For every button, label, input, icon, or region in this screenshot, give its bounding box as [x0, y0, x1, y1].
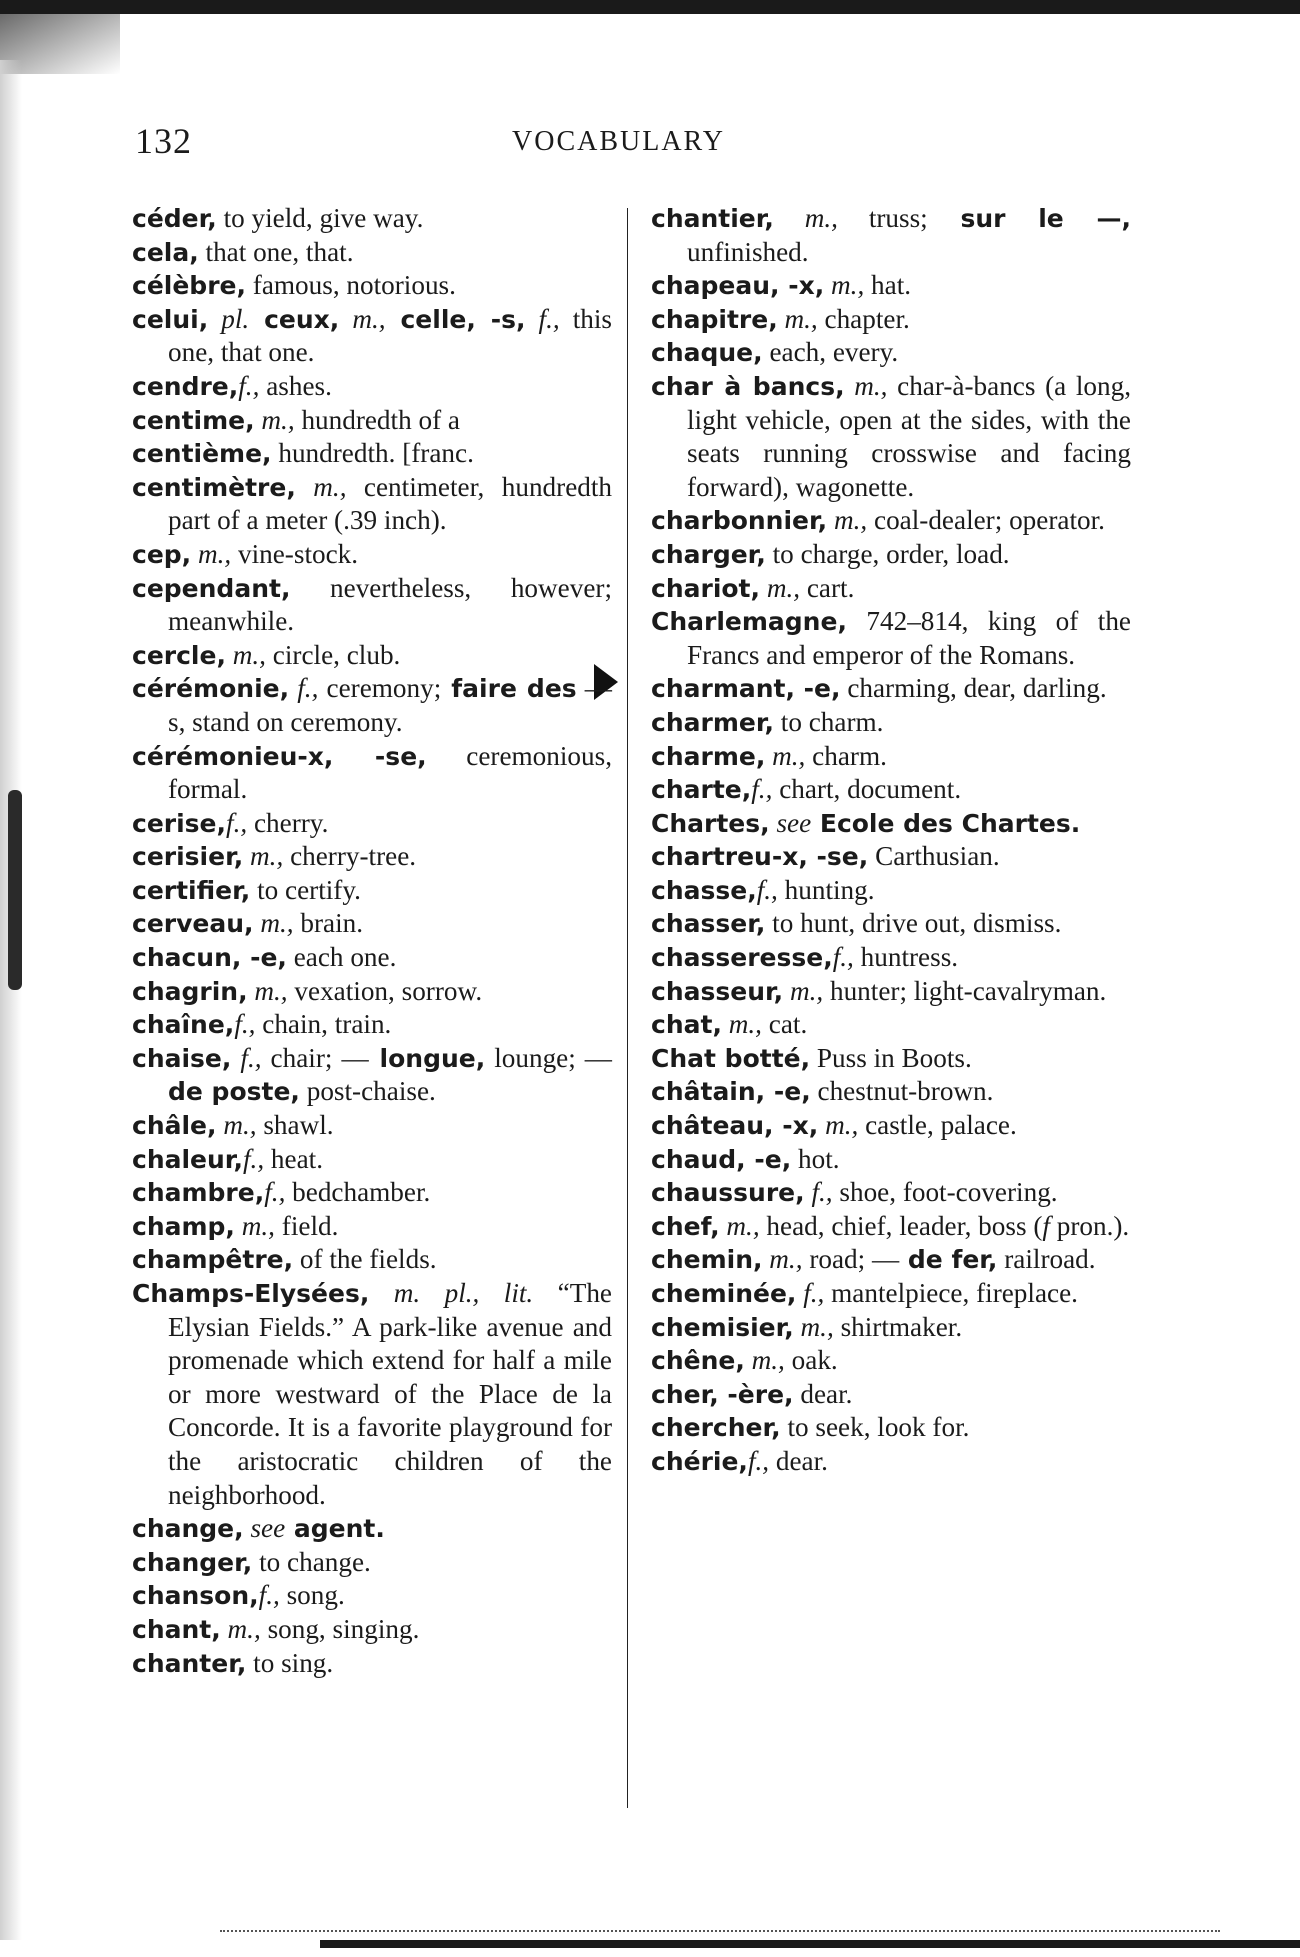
entry-headword: chanson,	[132, 1581, 259, 1611]
entry-headword: céder,	[132, 204, 217, 233]
dictionary-entry	[651, 773, 1131, 807]
entry-grammar: f.,	[238, 370, 260, 401]
entry-grammar: m.,	[191, 538, 232, 569]
dictionary-entry	[651, 269, 1131, 303]
dictionary-entry	[651, 907, 1131, 941]
dictionary-entry	[651, 370, 1131, 504]
entry-grammar: m.,	[827, 505, 868, 536]
dictionary-entry	[651, 202, 1131, 269]
entry-headword: chant,	[132, 1614, 221, 1644]
entry-headword: cendre,	[132, 371, 239, 401]
entry-grammar: m.,	[773, 203, 838, 233]
entry-definition: shawl.	[256, 1110, 334, 1141]
dictionary-entry	[651, 1008, 1131, 1042]
entry-headword: celui,	[132, 304, 209, 334]
entry-definition: lounge; —	[485, 1042, 612, 1073]
entry-definition: chair; —	[261, 1042, 369, 1073]
entry-definition: Carthusian.	[868, 841, 1000, 872]
dictionary-entry	[651, 1411, 1131, 1445]
entry-definition: cherry-tree.	[283, 841, 417, 872]
dictionary-entry	[132, 807, 612, 841]
entry-headword: certifier,	[132, 875, 251, 905]
entry-grammar: m.,	[793, 1311, 834, 1342]
entry-grammar: m.,	[247, 975, 288, 1006]
dictionary-entry	[132, 907, 612, 941]
entry-grammar: m.,	[760, 572, 801, 603]
entry-definition: hundredth of a	[294, 404, 460, 435]
entry-headword: Charlemagne,	[651, 607, 847, 637]
entry-grammar: f.,	[747, 1445, 770, 1476]
entry-headword: chasser,	[651, 909, 766, 939]
entry-phrase: agent.	[285, 1514, 385, 1544]
dictionary-entry	[651, 1042, 1131, 1076]
entry-headword: célèbre,	[132, 271, 246, 301]
dictionary-entry	[651, 572, 1131, 606]
entry-headword: ceux,	[249, 304, 340, 334]
entry-definition: to yield, give way.	[216, 203, 424, 233]
entry-definition: song.	[279, 1580, 345, 1611]
entry-definition: charming, dear, darling.	[840, 673, 1107, 704]
entry-definition: to certify.	[250, 874, 361, 905]
entry-headword: cérémonie,	[132, 674, 290, 704]
entry-grammar: f	[1042, 1210, 1050, 1241]
dictionary-entry	[132, 1008, 612, 1042]
entry-headword: Chat botté,	[651, 1043, 811, 1073]
dictionary-entry	[132, 740, 612, 807]
entry-definition: circle, club.	[265, 639, 401, 670]
dictionary-entry	[651, 1210, 1131, 1244]
entry-definition: famous, notorious.	[245, 270, 456, 301]
entry-headword: chaussure,	[651, 1178, 805, 1208]
entry-headword: changer,	[132, 1547, 253, 1577]
entry-grammar: m.,	[844, 370, 888, 401]
entry-grammar: m.,	[216, 1110, 257, 1141]
entry-phrase: longue,	[368, 1043, 486, 1073]
entry-definition: chestnut-brown.	[810, 1076, 994, 1107]
entry-headword: chasseur,	[651, 976, 784, 1006]
entry-headword: cher, -ère,	[651, 1379, 794, 1409]
dictionary-entry	[132, 1042, 612, 1109]
entry-headword: chemin,	[651, 1245, 763, 1275]
entry-grammar: m.,	[765, 740, 806, 771]
entry-headword: châtain, -e,	[651, 1077, 811, 1107]
scan-left-edge	[0, 60, 22, 1940]
entry-definition: cat.	[761, 1009, 808, 1040]
dictionary-entry	[132, 639, 612, 673]
entry-headword: centime,	[132, 405, 255, 435]
entry-grammar: m.,	[824, 270, 865, 301]
entry-phrase: de poste,	[168, 1077, 300, 1107]
entry-grammar: m.,	[254, 404, 295, 435]
entry-grammar: m.,	[777, 303, 818, 334]
dictionary-entry	[132, 236, 612, 270]
entry-definition: mantelpiece, fireplace.	[824, 1278, 1078, 1308]
entry-grammar: m.,	[234, 1210, 275, 1241]
dictionary-entry	[651, 303, 1131, 337]
dictionary-entry	[132, 303, 612, 370]
dictionary-entry	[651, 504, 1131, 538]
entry-definition: post-chaise.	[299, 1076, 436, 1107]
entry-grammar: f.,	[231, 1042, 262, 1073]
dictionary-entry	[651, 1277, 1131, 1311]
entry-headword: chérie,	[651, 1446, 748, 1476]
entry-definition: this one, that one.	[168, 303, 612, 368]
entry-grammar: m.,	[295, 471, 347, 502]
dictionary-entry	[651, 605, 1131, 672]
entry-definition: shoe, foot-covering.	[832, 1177, 1058, 1208]
dictionary-entry	[132, 471, 612, 538]
entry-headword: champ,	[132, 1211, 235, 1241]
entry-grammar: m.,	[719, 1210, 760, 1241]
dictionary-entry	[132, 1243, 612, 1277]
entry-headword: chaleur,	[132, 1144, 243, 1174]
entry-headword: cerisier,	[132, 842, 244, 872]
dictionary-entry	[132, 1210, 612, 1244]
entry-grammar: m.,	[721, 1009, 762, 1040]
entry-headword: charte,	[651, 775, 752, 805]
entry-definition: pron.).	[1049, 1210, 1130, 1241]
dictionary-entry	[651, 706, 1131, 740]
entry-grammar: f.,	[264, 1177, 286, 1208]
entry-headword: chariot,	[651, 573, 761, 603]
entry-grammar: m.,	[225, 639, 266, 670]
entry-definition: dear.	[793, 1378, 853, 1409]
dictionary-entry	[651, 1109, 1131, 1143]
entry-definition: —s, stand on ceremony.	[168, 673, 612, 737]
entry-definition: ashes.	[259, 370, 332, 401]
dictionary-entry	[651, 1445, 1131, 1479]
entry-grammar: f.,	[796, 1278, 825, 1308]
dictionary-entry	[651, 1344, 1131, 1378]
scan-ink-blot	[8, 790, 22, 990]
scan-bottom-dots	[220, 1930, 1220, 1932]
dictionary-entry	[132, 1613, 612, 1647]
dictionary-entry	[132, 370, 612, 404]
entry-headword: cependant,	[132, 573, 291, 603]
entry-grammar: f.,	[832, 942, 854, 973]
entry-phrase: faire des	[441, 674, 577, 704]
dictionary-entry	[132, 404, 612, 438]
entry-grammar: m.,	[744, 1345, 785, 1376]
entry-headword: centimètre,	[132, 472, 296, 502]
entry-headword: chasse,	[651, 875, 757, 905]
entry-headword: chambre,	[132, 1178, 265, 1208]
entry-headword: chef,	[651, 1211, 720, 1241]
entry-grammar: f.,	[226, 807, 248, 838]
entry-definition: nevertheless, however; meanwhile.	[168, 572, 612, 637]
dictionary-entry	[132, 1109, 612, 1143]
entry-definition: each, every.	[762, 337, 899, 368]
entry-definition: coal-dealer; operator.	[867, 505, 1105, 536]
entry-definition: each one.	[286, 942, 397, 973]
page-header: VOCABULARY	[512, 126, 725, 157]
entry-grammar: f.,	[242, 1143, 265, 1174]
entry-headword: cerise,	[132, 808, 227, 838]
entry-definition: vine-stock.	[231, 538, 359, 569]
entry-headword: chaque,	[651, 338, 763, 368]
dictionary-entry	[651, 1176, 1131, 1210]
entry-headword: centième,	[132, 439, 272, 469]
entry-definition: ceremony;	[318, 673, 442, 704]
entry-definition: to sing.	[246, 1647, 334, 1678]
entry-grammar: m.,	[243, 841, 284, 872]
entry-definition: vexation, sorrow.	[287, 975, 483, 1006]
entry-grammar: m.,	[762, 1244, 803, 1275]
dictionary-entry	[132, 1176, 612, 1210]
entry-headword: chaîne,	[132, 1010, 235, 1040]
entry-headword: chat,	[651, 1010, 722, 1040]
entry-grammar: f.,	[234, 1009, 256, 1040]
dictionary-entry	[132, 202, 612, 236]
entry-definition: hunting.	[777, 874, 875, 905]
entry-definition: shirtmaker.	[833, 1311, 963, 1342]
entry-headword: chagrin,	[132, 976, 248, 1006]
entry-definition: railroad.	[997, 1244, 1096, 1275]
dictionary-entry	[651, 1075, 1131, 1109]
entry-headword: Chartes,	[651, 808, 770, 838]
dictionary-entry	[132, 1277, 612, 1512]
entry-headword: chaise,	[132, 1043, 232, 1073]
left-column	[132, 202, 612, 1680]
entry-definition: brain.	[293, 908, 364, 939]
entry-definition: hundredth. [franc.	[271, 438, 474, 469]
entry-grammar: m.,	[253, 908, 294, 939]
entry-definition: huntress.	[853, 942, 959, 973]
dictionary-entry	[651, 1143, 1131, 1177]
entry-headword: chemisier,	[651, 1312, 794, 1342]
dictionary-entry	[651, 336, 1131, 370]
entry-headword: champêtre,	[132, 1245, 294, 1275]
entry-grammar: f.,	[756, 874, 778, 905]
entry-definition: of the fields.	[293, 1244, 437, 1275]
entry-definition: field.	[274, 1210, 339, 1241]
entry-definition: to charge, order, load.	[765, 538, 1010, 569]
entry-definition: cart.	[800, 572, 855, 603]
scan-bottom-border	[320, 1940, 1300, 1948]
entry-headword: charmer,	[651, 707, 774, 737]
page-number: 132	[135, 121, 192, 161]
entry-headword: chacun, -e,	[132, 943, 287, 973]
dictionary-entry	[132, 672, 612, 739]
entry-phrase: sur le —,	[927, 204, 1131, 233]
entry-grammar: m.,	[783, 975, 824, 1006]
dictionary-entry	[132, 1579, 612, 1613]
entry-headword: cercle,	[132, 640, 226, 670]
entry-definition: hat.	[864, 270, 912, 301]
entry-definition: to charm.	[773, 706, 884, 737]
entry-grammar: see	[243, 1513, 286, 1544]
entry-definition: ceremonious, formal.	[168, 740, 612, 805]
entry-definition: song, singing.	[260, 1613, 420, 1644]
entry-headword: celle, -s,	[385, 304, 526, 334]
dictionary-entry	[132, 1546, 612, 1580]
entry-definition: charm.	[805, 740, 887, 771]
dictionary-entry	[651, 807, 1131, 841]
dictionary-entry	[132, 840, 612, 874]
entry-definition: centimeter, hundredth part of a meter (.39 inch).	[168, 471, 613, 536]
entry-definition: hot.	[791, 1143, 840, 1174]
right-column	[651, 202, 1131, 1479]
dictionary-entry	[651, 1311, 1131, 1345]
dictionary-entry	[651, 1243, 1131, 1277]
entry-definition: head, chief, leader, boss (	[759, 1210, 1043, 1241]
dictionary-entry	[132, 975, 612, 1009]
entry-definition: chart, document.	[772, 774, 962, 805]
entry-definition: to seek, look for.	[780, 1412, 970, 1443]
entry-headword: chaud, -e,	[651, 1144, 792, 1174]
scan-top-border	[0, 0, 1300, 14]
entry-definition: unfinished.	[687, 236, 809, 267]
dictionary-entry	[132, 269, 612, 303]
entry-headword: cela,	[132, 237, 199, 267]
dictionary-entry	[132, 1647, 612, 1681]
entry-headword: char à bancs,	[651, 371, 845, 401]
entry-headword: chartreu-x, -se,	[651, 842, 869, 872]
dictionary-entry	[651, 874, 1131, 908]
entry-headword: chêne,	[651, 1346, 745, 1376]
dictionary-entry	[132, 538, 612, 572]
entry-headword: chantier,	[651, 204, 774, 233]
entry-headword: cheminée,	[651, 1279, 797, 1308]
entry-definition: to change.	[252, 1546, 371, 1577]
entry-grammar: f.,	[258, 1580, 280, 1611]
dictionary-entry	[651, 1378, 1131, 1412]
entry-headword: château, -x,	[651, 1111, 819, 1141]
entry-definition: cherry.	[247, 807, 329, 838]
dictionary-entry	[651, 672, 1131, 706]
entry-grammar: f.,	[289, 673, 319, 704]
entry-grammar: pl.	[208, 303, 250, 334]
entry-grammar: m.,	[220, 1613, 261, 1644]
entry-definition: “The Elysian Fields.” A park-like avenue and promenade which extend for half a mile or more westward of the Place de la Concorde. It is a favorite playground for the aristocratic children of the neighborhood.	[168, 1278, 612, 1510]
entry-definition: truss;	[837, 203, 928, 233]
entry-grammar: f.,	[751, 774, 773, 805]
dictionary-entry	[651, 975, 1131, 1009]
dictionary-entry	[132, 874, 612, 908]
dictionary-entry	[132, 572, 612, 639]
entry-headword: charme,	[651, 741, 766, 771]
entry-grammar: m.,	[818, 1110, 859, 1141]
dictionary-entry	[651, 740, 1131, 774]
entry-headword: charmant, -e,	[651, 674, 841, 704]
entry-definition: chapter.	[817, 303, 910, 334]
entry-headword: châle,	[132, 1111, 217, 1141]
entry-headword: cérémonieu-x, -se,	[132, 741, 427, 771]
dictionary-entry	[651, 538, 1131, 572]
entry-definition: dear.	[769, 1445, 828, 1476]
entry-headword: charger,	[651, 539, 766, 569]
entry-definition: that one, that.	[198, 236, 354, 267]
entry-headword: charbonnier,	[651, 506, 828, 536]
entry-grammar: f.,	[525, 303, 560, 334]
entry-definition: oak.	[784, 1345, 838, 1376]
dictionary-entry	[132, 1512, 612, 1546]
entry-definition: Puss in Boots.	[810, 1042, 972, 1073]
dictionary-entry	[651, 840, 1131, 874]
entry-headword: change,	[132, 1514, 244, 1544]
entry-headword: chasseresse,	[651, 943, 833, 973]
entry-definition: 742–814, king of the Francs and emperor of the Romans.	[687, 606, 1131, 670]
dictionary-entry	[651, 941, 1131, 975]
entry-definition: char-à-bancs (a long, light vehicle, open at the sides, with the seats running crosswise and facing forward), wagonette.	[687, 370, 1131, 502]
entry-headword: chapitre,	[651, 304, 778, 334]
entry-headword: chapeau, -x,	[651, 271, 825, 301]
entry-definition: to hunt, drive out, dismiss.	[765, 908, 1062, 939]
entry-headword: Champs-Elysées,	[132, 1279, 370, 1308]
entry-headword: chercher,	[651, 1413, 781, 1443]
entry-headword: cerveau,	[132, 909, 254, 939]
entry-definition: bedchamber.	[285, 1177, 431, 1208]
dictionary-entry	[132, 437, 612, 471]
entry-definition: road; —	[802, 1244, 900, 1275]
dictionary-entry	[132, 941, 612, 975]
entry-grammar: m. pl., lit.	[369, 1278, 534, 1308]
entry-phrase: Ecole des Chartes.	[811, 808, 1081, 838]
entry-grammar: f.,	[804, 1177, 833, 1208]
entry-headword: chanter,	[132, 1648, 247, 1678]
entry-definition: castle, palace.	[858, 1110, 1017, 1141]
entry-phrase: de fer,	[899, 1245, 998, 1275]
dictionary-entry	[132, 1143, 612, 1177]
column-divider	[627, 208, 628, 1808]
entry-grammar: see	[769, 807, 812, 838]
entry-grammar: m.,	[339, 303, 386, 334]
entry-definition: heat.	[264, 1143, 324, 1174]
entry-definition: hunter; light-cavalryman.	[823, 975, 1107, 1006]
entry-definition: chain, train.	[255, 1009, 392, 1040]
entry-headword: cep,	[132, 539, 192, 569]
